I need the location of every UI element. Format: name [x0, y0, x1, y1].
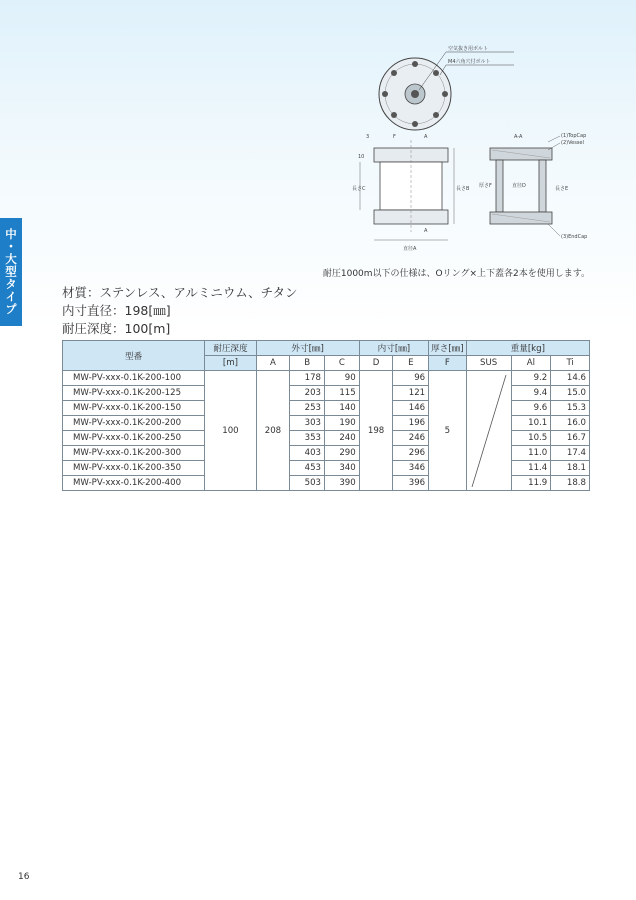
cell-al: 9.4 — [511, 386, 551, 401]
table-row — [63, 386, 590, 401]
header-sus: SUS — [466, 356, 511, 371]
vessel-label: (2)Vessel — [561, 140, 584, 146]
header-d: D — [359, 356, 393, 371]
cell-c: 340 — [325, 461, 360, 476]
cell-model: MW-PV-xxx-0.1K-200-300 — [63, 446, 205, 461]
cell-f: 5 — [429, 371, 466, 491]
header-al: Al — [511, 356, 551, 371]
cell-e: 296 — [393, 446, 429, 461]
header-depth-unit: [m] — [205, 356, 256, 371]
sus-not-available-slash — [470, 375, 508, 487]
cell-e: 146 — [393, 401, 429, 416]
dim-f: F — [393, 134, 396, 140]
length-e-label: 長さE — [555, 186, 569, 192]
cell-ti: 16.7 — [551, 431, 590, 446]
endcap-label: (3)EndCap — [561, 234, 588, 240]
table-row — [63, 446, 590, 461]
cell-a: 208 — [256, 371, 290, 491]
o-ring-note: 耐圧1000m以下の仕様は、Oリング×上下蓋各2本を使用します。 — [322, 269, 590, 279]
cell-model: MW-PV-xxx-0.1K-200-350 — [63, 461, 205, 476]
cell-c: 115 — [325, 386, 360, 401]
dim-3: 3 — [366, 134, 370, 140]
cell-c: 90 — [325, 371, 360, 386]
header-depth-label: 耐圧深度 — [213, 344, 248, 354]
inner-diameter-spec: 内寸直径：198[㎜] — [62, 303, 171, 318]
cell-c: 290 — [325, 446, 360, 461]
cell-e: 96 — [393, 371, 429, 386]
hex-bolt-label: M4六角穴付ボルト — [448, 59, 491, 65]
header-depth — [205, 341, 256, 356]
category-side-tab-label: 中・大型タイプ — [4, 228, 18, 316]
cell-ti: 18.1 — [551, 461, 590, 476]
cell-model: MW-PV-xxx-0.1K-200-100 — [63, 371, 205, 386]
section-mark-bottom: A — [424, 228, 428, 234]
section-view-drawing — [479, 133, 587, 240]
vessel-technical-drawing — [0, 0, 636, 280]
depth-spec: 耐圧深度：100[m] — [62, 321, 171, 336]
cell-al: 9.6 — [511, 401, 551, 416]
cell-b: 353 — [290, 431, 325, 446]
cell-ti: 15.3 — [551, 401, 590, 416]
cell-b: 203 — [290, 386, 325, 401]
page-number: 16 — [18, 872, 30, 882]
dim-10: 10 — [358, 154, 365, 160]
front-view-drawing — [352, 134, 470, 252]
cell-b: 303 — [290, 416, 325, 431]
section-mark-top: A — [424, 134, 428, 140]
header-model: 型番 — [63, 341, 205, 371]
header-ti: Ti — [551, 356, 590, 371]
cell-ti: 18.8 — [551, 476, 590, 491]
spec-table — [62, 340, 590, 491]
thickness-f-label: 厚さF — [479, 183, 492, 189]
cell-al: 10.5 — [511, 431, 551, 446]
table-row — [63, 401, 590, 416]
cell-ti: 15.0 — [551, 386, 590, 401]
header-thickness: 厚さ[㎜] — [429, 341, 466, 356]
diameter-d-label: 直径D — [512, 183, 526, 189]
cell-c: 190 — [325, 416, 360, 431]
cell-b: 253 — [290, 401, 325, 416]
header-weight: 重量[kg] — [466, 341, 589, 356]
cell-ti: 16.0 — [551, 416, 590, 431]
cell-c: 390 — [325, 476, 360, 491]
topcap-label: (1)TopCap — [561, 133, 587, 139]
cell-c: 240 — [325, 431, 360, 446]
table-row — [63, 431, 590, 446]
header-outer: 外寸[㎜] — [256, 341, 359, 356]
cell-model: MW-PV-xxx-0.1K-200-125 — [63, 386, 205, 401]
cell-al: 9.2 — [511, 371, 551, 386]
dim-length-c: 長さC — [352, 186, 366, 192]
cell-al: 10.1 — [511, 416, 551, 431]
table-header-row-1 — [63, 341, 590, 356]
cell-ti: 14.6 — [551, 371, 590, 386]
cell-depth: 100 — [205, 371, 256, 491]
table-row — [63, 371, 590, 386]
cell-b: 503 — [290, 476, 325, 491]
header-inner: 内寸[㎜] — [359, 341, 428, 356]
dim-length-b: 長さB — [456, 186, 470, 192]
table-row — [63, 416, 590, 431]
cell-sus-empty — [466, 371, 511, 491]
cell-model: MW-PV-xxx-0.1K-200-250 — [63, 431, 205, 446]
air-vent-bolt-label: 空気抜き用ボルト — [448, 46, 489, 52]
material-spec: 材質：ステンレス、アルミニウム、チタン — [62, 285, 298, 300]
header-b: B — [290, 356, 325, 371]
table-row — [63, 461, 590, 476]
cell-model: MW-PV-xxx-0.1K-200-150 — [63, 401, 205, 416]
cell-al: 11.4 — [511, 461, 551, 476]
cell-b: 453 — [290, 461, 325, 476]
cell-model: MW-PV-xxx-0.1K-200-400 — [63, 476, 205, 491]
cell-e: 196 — [393, 416, 429, 431]
header-a: A — [256, 356, 290, 371]
cell-al: 11.9 — [511, 476, 551, 491]
header-e: E — [393, 356, 429, 371]
section-title: A-A — [514, 134, 523, 140]
dim-diameter-a: 直径A — [403, 246, 417, 252]
cell-d: 198 — [359, 371, 393, 491]
cell-ti: 17.4 — [551, 446, 590, 461]
cell-e: 346 — [393, 461, 429, 476]
cell-c: 140 — [325, 401, 360, 416]
header-c: C — [325, 356, 360, 371]
cell-e: 396 — [393, 476, 429, 491]
table-row — [63, 476, 590, 491]
cell-al: 11.0 — [511, 446, 551, 461]
top-view-drawing — [379, 45, 514, 130]
cell-e: 121 — [393, 386, 429, 401]
cell-model: MW-PV-xxx-0.1K-200-200 — [63, 416, 205, 431]
cell-e: 246 — [393, 431, 429, 446]
cell-b: 178 — [290, 371, 325, 386]
header-f: F — [429, 356, 466, 371]
cell-b: 403 — [290, 446, 325, 461]
